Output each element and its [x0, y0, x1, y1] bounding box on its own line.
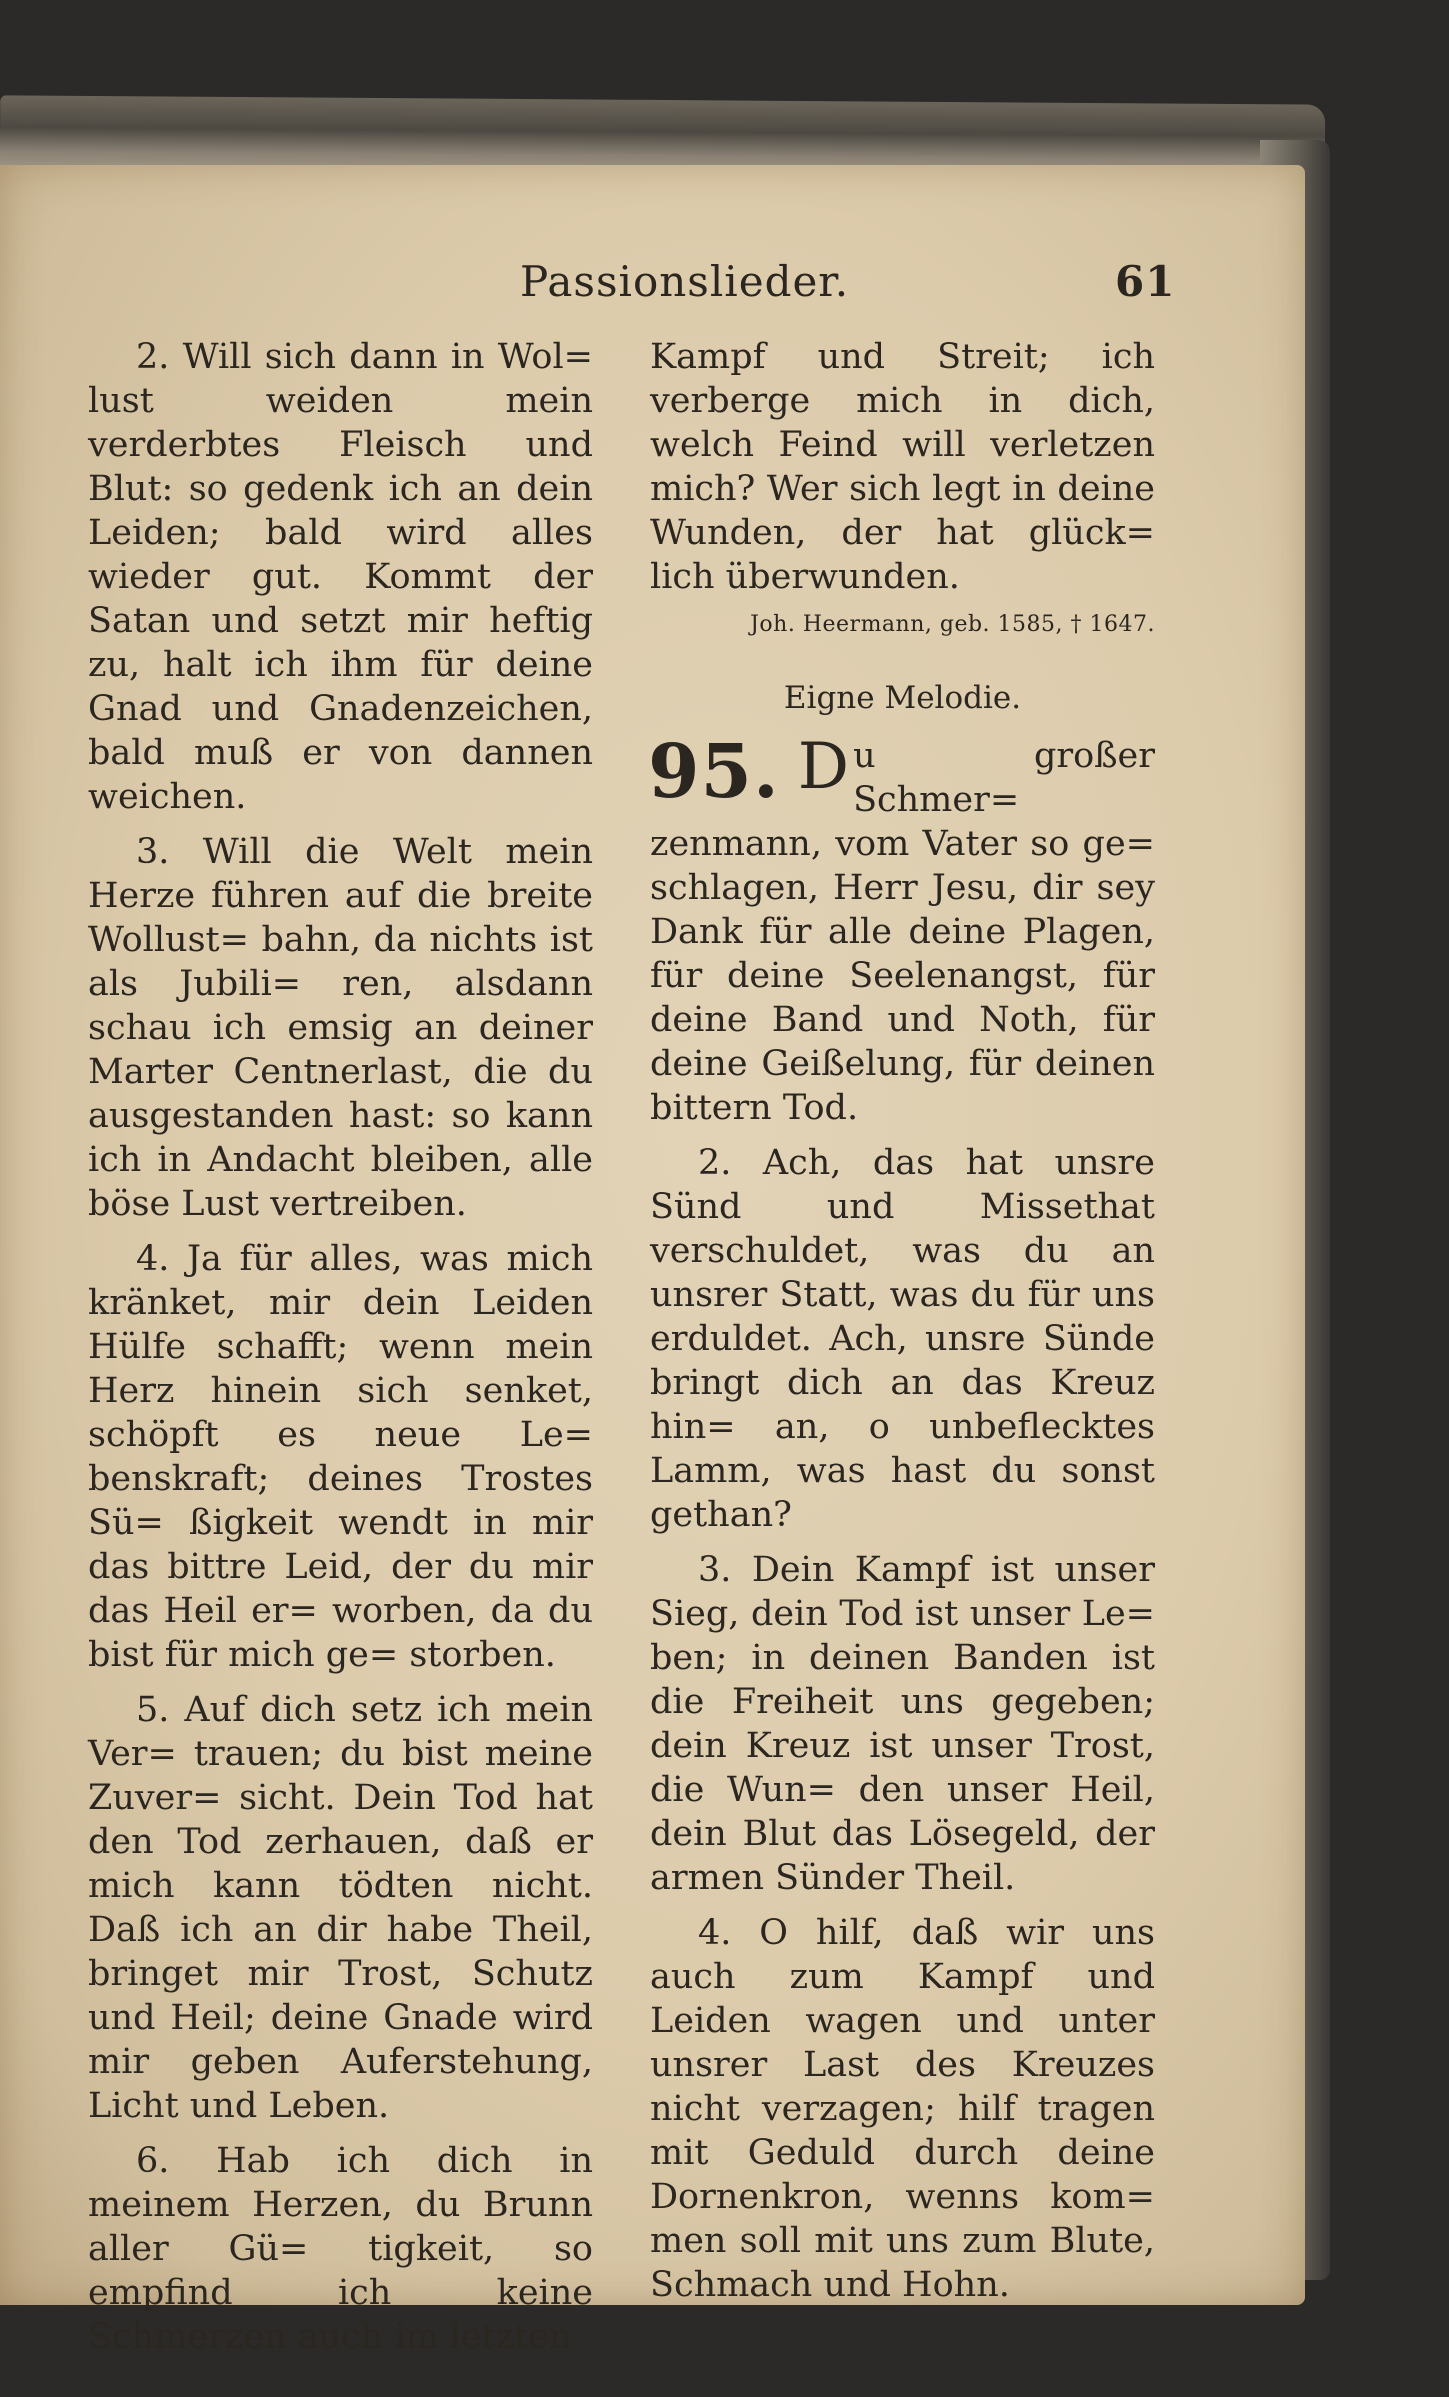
book-page — [0, 165, 1305, 2357]
hymn-95-stanza-2: 2. Ach, das hat unsre Sünd und Missethat verschuldet, was du an unsrer Statt, was du für uns erduldet. Ach, unsre Sünde bringt dich an das Kreuz hin= an, o unbeflecktes Lamm, was hast du sonst gethan? — [650, 1143, 1155, 1535]
page-number: 61 — [1115, 257, 1176, 306]
left-column — [88, 335, 593, 2370]
right-column — [650, 335, 1155, 2318]
stanza-5: 5. Auf dich setz ich mein Ver= trauen; du bist meine Zuver= sicht. Dein Tod hat den Tod zerhauen, daß er mich kann tödten nicht. Daß ich an dir habe Theil, bringet mir Trost, Schutz und Heil; deine Gnade wird mir geben Auferstehung, Licht und Leben. — [88, 1690, 593, 2126]
stanza-6: 6. Hab ich dich in meinem Herzen, du Brunn aller Gü= tigkeit, so empfind ich keine Schmerzen auch im letzten — [88, 2141, 593, 2357]
hymn-95-stanza-1-text: u großer Schmer= zenmann, vom Vater so ge= schlagen, Herr Jesu, dir sey Dank für alle deine Plagen, für deine Seelenangst, für deine Band und Noth, für deine Geißelung, für deinen bittern Tod. — [650, 736, 1155, 1128]
stanza-4: 4. Ja für alles, was mich kränket, mir dein Leiden Hülfe schafft; wenn mein Herz hinein sich senket, schöpft es neue Le= benskraft; deines Trostes Sü= ßigkeit wendt in mir das bittre Leid, der du mir das Heil er= worben, da du bist für mich ge= storben. — [88, 1239, 593, 1675]
hymn-95-stanza-3: 3. Dein Kampf ist unser Sieg, dein Tod ist unser Le= ben; in deinen Banden ist die Freiheit uns gegeben; dein Kreuz ist unser Trost, die Wun= den unser Heil, dein Blut das Lösegeld, der armen Sünder Theil. — [650, 1550, 1155, 1898]
page-title: Passionslieder. — [520, 257, 850, 306]
hymn-95-stanza-1 — [648, 729, 1155, 1130]
stanza-2: 2. Will sich dann in Wol= lust weiden mein verderbtes Fleisch und Blut: so gedenk ich an dein Leiden; bald wird alles wieder gut. Kommt der Satan und setzt mir heftig zu, halt ich ihm für deine Gnad und Gnadenzeichen, bald muß er von dannen weichen. — [88, 337, 593, 817]
stanza-6-continuation: Kampf und Streit; ich verberge mich in dich, welch Feind will verletzen mich? Wer sich legt in deine Wunden, der hat glück= lich überwunden. — [650, 337, 1155, 597]
melody-note: Eigne Melodie. — [783, 680, 1022, 716]
hymn-author: Joh. Heermann, geb. 1585, † 1647. — [750, 612, 1155, 637]
hymn-95-stanza-4: 4. O hilf, daß wir uns auch zum Kampf und Leiden wagen und unter unsrer Last des Kreuzes nicht verzagen; hilf tragen mit Geduld durch deine Dornenkron, wenns kom= men soll mit uns zum Blute, Schmach und Hohn. — [650, 1913, 1155, 2305]
hymn-number: 95. — [648, 729, 780, 815]
drop-cap: D — [797, 730, 850, 804]
stanza-3: 3. Will die Welt mein Herze führen auf die breite Wollust= bahn, da nichts ist als Jubili= ren, alsdann schau ich emsig an deiner Marter Centnerlast, die du ausgestanden hast: so kann ich in Andacht bleiben, alle böse Lust vertreiben. — [88, 832, 593, 1224]
